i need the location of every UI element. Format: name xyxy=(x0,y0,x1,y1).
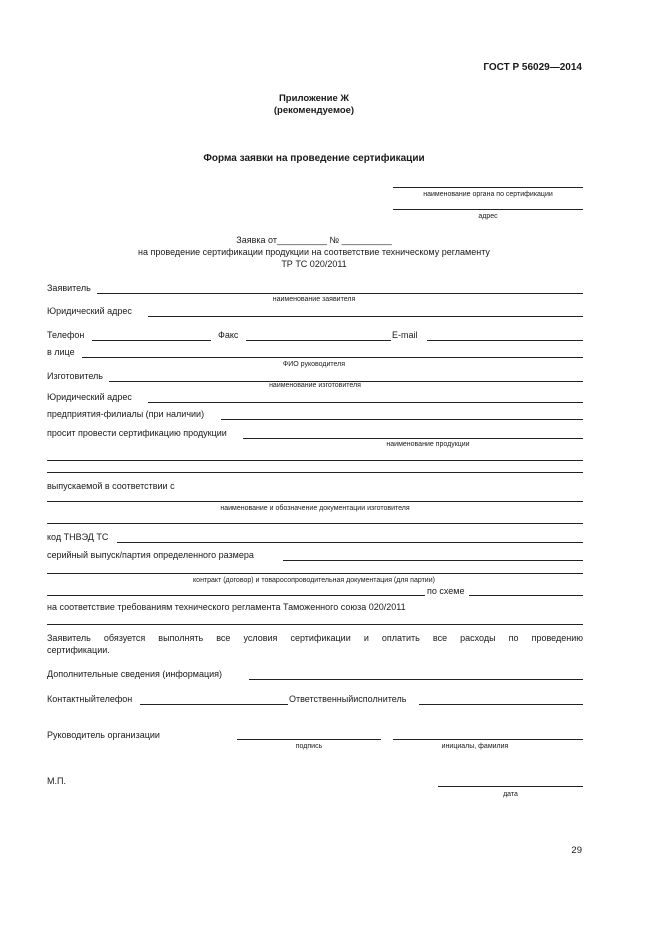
manufacturer-label: Изготовитель xyxy=(47,371,103,381)
address-caption: адрес xyxy=(478,213,498,220)
obligation-line-2: сертификации. xyxy=(47,645,110,655)
serial-label: серийный выпуск/партия определенного размера xyxy=(47,550,254,560)
contract-line-2 xyxy=(47,595,425,596)
contact-phone-line xyxy=(140,704,288,705)
phone-label: Телефон xyxy=(47,330,85,340)
tnved-label: код ТНВЭД ТС xyxy=(47,532,109,542)
compliance-line xyxy=(47,624,583,625)
legal-address-label: Юридический адрес xyxy=(47,306,132,316)
email-line xyxy=(427,340,583,341)
signature-line xyxy=(237,739,381,740)
initials-line xyxy=(393,739,583,740)
initials-caption: инициалы, фамилия xyxy=(441,743,509,750)
application-purpose-line: на проведение сертификации продукции на соответствие техническому регламенту xyxy=(138,247,490,257)
stamp-label: М.П. xyxy=(47,776,66,786)
applicant-caption: наименование заявителя xyxy=(272,296,356,303)
legal-address-2-label: Юридический адрес xyxy=(47,392,132,402)
application-regulation-line: ТР ТС 020/2011 xyxy=(281,259,347,269)
organ-caption: наименование органа по сертификации xyxy=(423,191,553,198)
produced-per-label: выпускаемой в соответствии с xyxy=(47,481,175,491)
manufacturer-caption: наименование изготовителя xyxy=(269,382,361,389)
product-line-3 xyxy=(47,472,583,473)
request-label: просит провести сертификацию продукции xyxy=(47,428,227,438)
obligation-line-1: Заявитель обязуется выполнять все условия сертификации и оплатить все расходы по проведению xyxy=(47,633,583,643)
in-person-line xyxy=(82,357,583,358)
docs-line xyxy=(47,501,583,502)
head-caption: ФИО руководителя xyxy=(282,361,346,368)
docs-caption: наименование и обозначение документации изготовителя xyxy=(220,505,410,512)
page-number: 29 xyxy=(571,845,582,856)
scheme-line xyxy=(469,595,583,596)
product-caption: наименование продукции xyxy=(386,441,470,448)
contact-phone-label: Контактныйтелефон xyxy=(47,694,133,704)
additional-label: Дополнительные сведения (информация) xyxy=(47,669,223,679)
email-label: E-mail xyxy=(392,330,418,340)
head-label: Руководитель организации xyxy=(47,730,160,740)
request-line xyxy=(243,438,583,439)
branches-label: предприятия-филиалы (при наличии) xyxy=(47,409,205,419)
appendix-title: Приложение Ж xyxy=(278,93,350,104)
organ-line xyxy=(393,187,583,188)
branches-line xyxy=(221,419,583,420)
product-line-2 xyxy=(47,460,583,461)
date-line xyxy=(438,786,583,787)
additional-line xyxy=(249,679,583,680)
serial-line xyxy=(283,560,583,561)
contract-line xyxy=(47,573,583,574)
signature-caption: подпись xyxy=(295,743,323,750)
compliance-label: на соответствие требованиям технического регламента Таможенного союза 020/2011 xyxy=(47,602,406,612)
standard-code: ГОСТ Р 56029—2014 xyxy=(483,62,582,73)
appendix-subtitle: (рекомендуемое) xyxy=(273,105,355,116)
fax-label: Факс xyxy=(218,330,239,340)
responsible-label: Ответственныйисполнитель xyxy=(289,694,407,704)
in-person-label: в лице xyxy=(47,347,75,357)
application-number-line: Заявка от__________ № __________ xyxy=(236,235,392,245)
tnved-line xyxy=(117,542,583,543)
form-title: Форма заявки на проведение сертификации xyxy=(203,153,425,164)
applicant-label: Заявитель xyxy=(47,283,91,293)
responsible-line xyxy=(419,704,583,705)
docs-line-2 xyxy=(47,523,583,524)
date-caption: дата xyxy=(503,791,518,798)
contract-caption: контракт (договор) и товаросопроводительная документация (для партии) xyxy=(193,577,435,584)
scheme-label: по схеме xyxy=(427,586,465,596)
fax-line xyxy=(246,340,391,341)
phone-line xyxy=(92,340,211,341)
legal-address-2-line xyxy=(148,402,583,403)
applicant-line xyxy=(97,293,583,294)
address-line xyxy=(393,209,583,210)
legal-address-line xyxy=(148,316,583,317)
